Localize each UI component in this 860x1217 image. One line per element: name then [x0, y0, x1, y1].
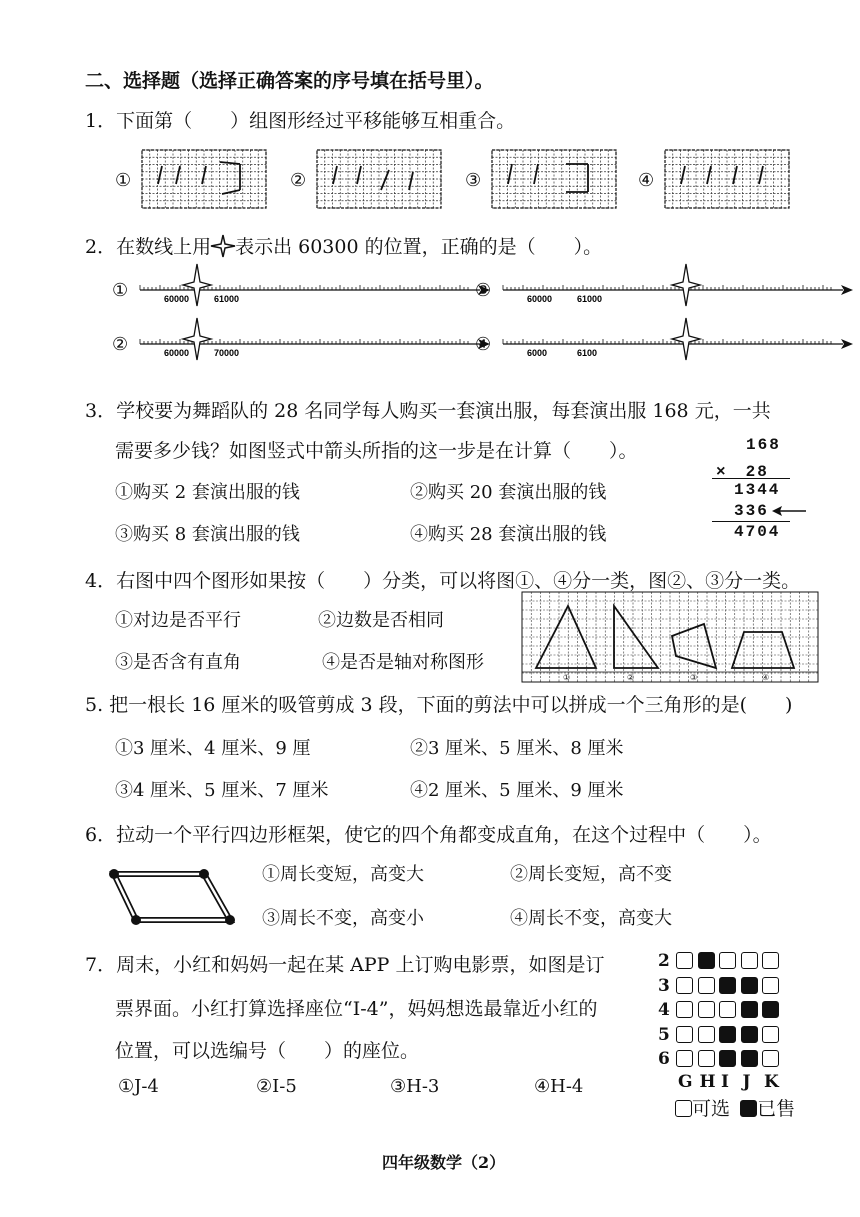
q2-tick-label-b: 70000 [214, 348, 240, 358]
arrow-left-icon [772, 504, 808, 518]
q1-label-2[interactable]: ② [290, 170, 307, 191]
seat-sold [698, 952, 715, 969]
q6-option-2[interactable]: ②周长变短，高不变 [510, 864, 672, 885]
q2-line-label-4[interactable]: ④ [475, 334, 492, 355]
seat-row-label: 4 [658, 1000, 670, 1020]
seat-sold [762, 1001, 779, 1018]
q7-text2: 票界面。小红打算选择座位“I-4”，妈妈想选最靠近小红的 [115, 998, 598, 1020]
q1-grid-4 [665, 150, 789, 208]
page-footer: 四年级数学（2） [382, 1153, 506, 1172]
q4-fig-label-2: ② [627, 673, 635, 682]
q2-tick-label-b: 61000 [577, 294, 603, 304]
q1-grid-1 [142, 150, 266, 208]
seat-available[interactable] [719, 1001, 736, 1018]
seat-sold [719, 1050, 736, 1067]
q3-text1: 3．学校要为舞蹈队的 28 名同学每人购买一套演出服，每套演出服 168 元，一共 [85, 400, 771, 422]
q4-text: 4．右图中四个图形如果按（ ）分类，可以将图①、④分一类，图②、③分一类。 [85, 570, 801, 592]
q7-option-4[interactable]: ④H-4 [534, 1076, 584, 1097]
q5-option-3[interactable]: ③4 厘米、5 厘米、7 厘米 [115, 780, 329, 801]
seat-row-label: 6 [658, 1049, 670, 1069]
seat-available[interactable] [698, 977, 715, 994]
seat-col-label: K [764, 1071, 779, 1092]
q2-tick-label-a: 60000 [164, 294, 190, 304]
q1-grid-2 [317, 150, 441, 208]
q2-tick-label-a: 60000 [527, 294, 553, 304]
q5-text: 5. 把一根长 16 厘米的吸管剪成 3 段，下面的剪法中可以拼成一个三角形的是( ) [85, 694, 793, 716]
q2-number-line-4 [503, 316, 853, 372]
seat-available[interactable] [762, 977, 779, 994]
seat-available[interactable] [676, 952, 693, 969]
q5-option-2[interactable]: ②3 厘米、5 厘米、8 厘米 [410, 738, 624, 759]
calc-line-1 [712, 478, 790, 479]
q2-line-label-3[interactable]: ③ [475, 280, 492, 301]
q7-option-2[interactable]: ②I-5 [256, 1076, 297, 1097]
q1-text: 1．下面第（ ）组图形经过平移能够互相重合。 [85, 110, 516, 132]
q6-option-4[interactable]: ④周长不变，高变大 [510, 908, 672, 929]
q1-grid-3 [492, 150, 616, 208]
section-title: 二、选择题（选择正确答案的序号填在括号里）。 [85, 70, 494, 92]
seat-col-label: I [721, 1071, 729, 1092]
q3-option-2[interactable]: ②购买 20 套演出服的钱 [410, 482, 607, 503]
q2-number-line-3 [503, 262, 853, 318]
seat-col-label: J [742, 1071, 751, 1092]
seat-available-icon [675, 1100, 692, 1117]
q5-option-4[interactable]: ④2 厘米、5 厘米、9 厘米 [410, 780, 624, 801]
calc-row-5: 4704 [734, 523, 781, 541]
seat-legend [675, 1094, 795, 1121]
seat-sold [741, 1001, 758, 1018]
legend-available-label: 可选 [692, 1098, 731, 1120]
q4-shapes-figure [522, 592, 818, 682]
q4-fig-label-3: ③ [690, 673, 698, 682]
seat-sold [741, 977, 758, 994]
q2-tick-label-b: 61000 [214, 294, 240, 304]
seat-sold [741, 1026, 758, 1043]
q2-tick-label-a: 60000 [164, 348, 190, 358]
seat-row-label: 5 [658, 1024, 670, 1045]
q2-text-a: 2．在数线上用 [85, 236, 212, 258]
q2-line-label-2[interactable]: ② [112, 334, 129, 355]
q3-option-3[interactable]: ③购买 8 套演出服的钱 [115, 524, 300, 545]
q3-text2: 需要多少钱？如图竖式中箭头所指的这一步是在计算（ ）。 [115, 440, 638, 462]
q6-option-3[interactable]: ③周长不变，高变小 [262, 908, 424, 929]
calc-line-2 [712, 521, 790, 522]
q6-option-1[interactable]: ①周长变短，高变大 [262, 864, 424, 885]
seat-available[interactable] [698, 1050, 715, 1067]
legend-sold-label: 已售 [757, 1098, 796, 1120]
q1-label-1[interactable]: ① [115, 170, 132, 191]
q2-tick-label-a: 6000 [527, 348, 548, 358]
q2-text [85, 232, 602, 259]
seat-available[interactable] [676, 1026, 693, 1043]
star-marker-icon [672, 264, 700, 306]
q5-option-1[interactable]: ①3 厘米、4 厘米、9 厘 [115, 738, 311, 759]
q2-number-line-2 [140, 316, 490, 372]
q3-option-1[interactable]: ①购买 2 套演出服的钱 [115, 482, 300, 503]
seat-sold [719, 977, 736, 994]
parallelogram-frame-figure [108, 864, 240, 928]
q6-text: 6．拉动一个平行四边形框架，使它的四个角都变成直角，在这个过程中（ ）。 [85, 824, 772, 846]
q7-text1: 7．周末，小红和妈妈一起在某 APP 上订购电影票，如图是订 [85, 954, 605, 976]
q2-number-line-1 [140, 262, 490, 318]
seat-col-label: G [678, 1071, 693, 1092]
q2-tick-label-b: 6100 [577, 348, 598, 358]
q4-option-1[interactable]: ①对边是否平行 [115, 610, 241, 631]
seat-col-label: H [699, 1071, 716, 1092]
calc-row-1: 168 [746, 436, 781, 454]
seat-sold [741, 1050, 758, 1067]
star-icon [211, 235, 235, 257]
calc-row-2: × 28 [716, 463, 769, 481]
star-marker-icon [672, 318, 700, 360]
seat-available[interactable] [762, 1026, 779, 1043]
q2-line-label-1[interactable]: ① [112, 280, 129, 301]
q1-label-3[interactable]: ③ [465, 170, 482, 191]
seat-available[interactable] [698, 1026, 715, 1043]
q4-option-2[interactable]: ②边数是否相同 [318, 610, 444, 631]
seat-available[interactable] [741, 952, 758, 969]
seat-sold [719, 1026, 736, 1043]
seat-row-label: 3 [658, 975, 670, 996]
seat-available[interactable] [719, 952, 736, 969]
calc-row-4: 336 [734, 502, 769, 520]
seat-available[interactable] [762, 952, 779, 969]
seat-sold-icon [740, 1100, 757, 1117]
q7-option-1[interactable]: ①J-4 [118, 1076, 159, 1097]
calc-row-3: 1344 [734, 481, 781, 499]
q1-label-4[interactable]: ④ [638, 170, 655, 191]
seat-available[interactable] [676, 1001, 693, 1018]
seat-available[interactable] [676, 977, 693, 994]
q7-text3: 位置，可以选编号（ ）的座位。 [115, 1040, 420, 1062]
seat-row-label: 2 [658, 951, 670, 971]
q7-option-3[interactable]: ③H-3 [390, 1076, 440, 1097]
q4-fig-label-1: ① [563, 673, 571, 682]
seat-available[interactable] [698, 1001, 715, 1018]
seat-available[interactable] [762, 1050, 779, 1067]
seat-available[interactable] [676, 1050, 693, 1067]
q4-option-3[interactable]: ③是否含有直角 [115, 652, 241, 673]
q4-option-4[interactable]: ④是否是轴对称图形 [322, 652, 484, 673]
q3-option-4[interactable]: ④购买 28 套演出服的钱 [410, 524, 607, 545]
q2-text-b: 表示出 60300 的位置，正确的是（ ）。 [235, 236, 603, 258]
q4-fig-label-4: ④ [762, 673, 770, 682]
